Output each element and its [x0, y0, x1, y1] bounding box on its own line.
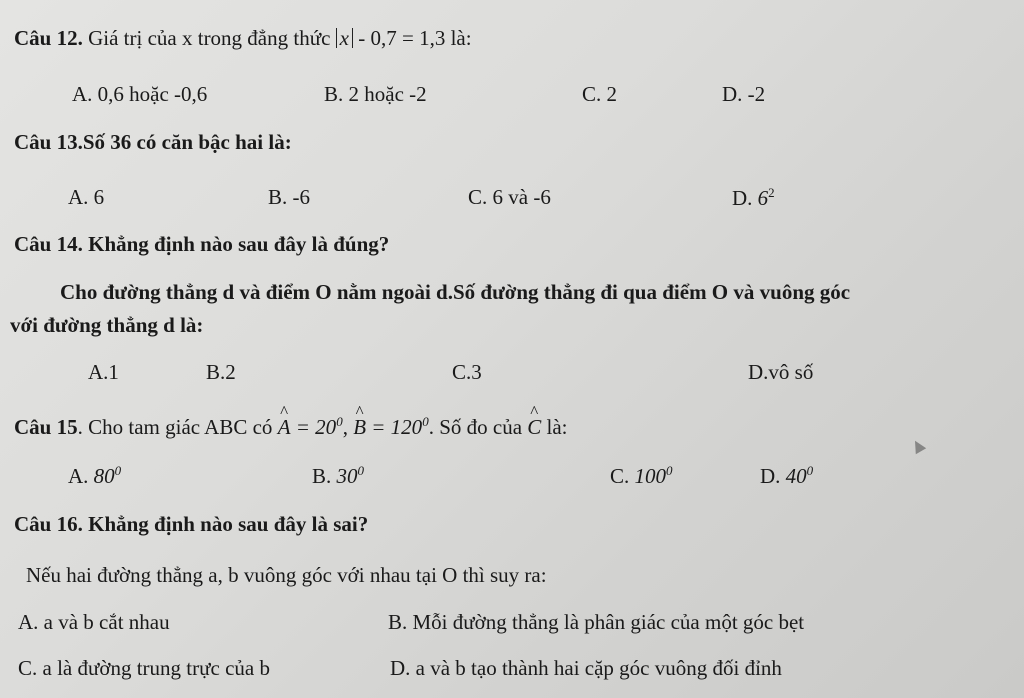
- degree-a: 0: [336, 414, 343, 429]
- q14-option-b[interactable]: B.2: [206, 360, 236, 384]
- q15-option-a-value: 80: [93, 464, 115, 488]
- question-16-text: Khẳng định nào sau đây là sai?: [88, 512, 369, 536]
- question-14-body-line1: Cho đường thẳng d và điểm O nằm ngoài d.Số đường thẳng đi qua điểm O và vuông góc: [60, 280, 851, 304]
- q15-option-d-value: 40: [785, 464, 807, 488]
- question-14-text: Khẳng định nào sau đây là đúng?: [88, 232, 390, 256]
- q13-option-d-base: 6: [757, 186, 769, 210]
- question-12-text-after: - 0,7 = 1,3 là:: [358, 26, 472, 50]
- q15-option-c-degree: 0: [666, 463, 673, 478]
- mouse-cursor-icon: [910, 438, 926, 454]
- question-13-text: .Số 36 có căn bậc hai là:: [77, 130, 292, 154]
- question-15-text-2: . Số đo của: [428, 415, 523, 439]
- angle-a-value: = 20: [290, 415, 337, 439]
- q15-option-a[interactable]: [68, 463, 121, 489]
- q15-option-b-value: 30: [336, 464, 358, 488]
- q12-option-d[interactable]: D. -2: [722, 82, 766, 106]
- question-12-text: Giá trị của x trong đẳng thức: [88, 26, 331, 50]
- q13-option-b[interactable]: B. -6: [268, 185, 310, 209]
- q15-option-d-degree: 0: [806, 463, 814, 478]
- q15-option-b[interactable]: [312, 463, 364, 489]
- question-15-text-3: là:: [541, 415, 568, 439]
- q13-option-d-prefix: D.: [732, 186, 753, 210]
- q15-option-c-prefix: C.: [610, 464, 630, 488]
- q15-option-c[interactable]: [610, 463, 673, 489]
- question-12: [14, 26, 472, 51]
- q15-option-b-prefix: B.: [312, 464, 332, 488]
- question-16-body: Nếu hai đường thẳng a, b vuông góc với nhau tại O thì suy ra:: [26, 563, 547, 587]
- angle-separator: ,: [342, 415, 354, 439]
- question-15-label: Câu 15: [14, 415, 78, 439]
- q14-option-d[interactable]: D.vô số: [748, 360, 814, 384]
- q14-option-a[interactable]: A.1: [88, 360, 119, 384]
- q12-option-c[interactable]: C. 2: [582, 82, 618, 106]
- q12-option-a[interactable]: A. 0,6 hoặc -0,6: [72, 82, 208, 106]
- abs-x: x: [336, 28, 353, 48]
- q16-option-a[interactable]: A. a và b cắt nhau: [18, 610, 170, 634]
- angle-b-value: = 120: [366, 415, 423, 439]
- question-15: [14, 414, 568, 440]
- question-13-label: Câu 13: [14, 130, 78, 154]
- question-16-label: Câu 16.: [14, 512, 83, 536]
- q14-option-c[interactable]: C.3: [452, 360, 482, 384]
- q13-option-a[interactable]: A. 6: [68, 185, 105, 209]
- angle-c: ^ C: [527, 415, 541, 440]
- q13-option-d-exp: 2: [768, 185, 775, 200]
- q15-option-a-degree: 0: [114, 463, 122, 478]
- angle-a: ^ A: [278, 415, 291, 440]
- q12-option-b[interactable]: B. 2 hoặc -2: [324, 82, 427, 106]
- question-16: [14, 512, 368, 537]
- q15-option-c-value: 100: [634, 464, 667, 488]
- q16-option-d[interactable]: D. a và b tạo thành hai cặp góc vuông đối đỉnh: [390, 656, 782, 680]
- question-14-body-line2: với đường thẳng d là:: [10, 313, 204, 337]
- question-13: [14, 130, 292, 155]
- q16-option-c[interactable]: C. a là đường trung trực của b: [18, 656, 270, 680]
- q16-option-b[interactable]: B. Mỗi đường thẳng là phân giác của một góc bẹt: [388, 610, 805, 634]
- q13-option-c[interactable]: C. 6 và -6: [468, 185, 551, 209]
- q15-option-b-degree: 0: [357, 463, 365, 478]
- question-12-label: Câu 12.: [14, 26, 83, 50]
- question-15-text-1: . Cho tam giác ABC có: [77, 415, 273, 439]
- q15-option-a-prefix: A.: [68, 464, 89, 488]
- question-14-label: Câu 14.: [14, 232, 83, 256]
- q15-option-d-prefix: D.: [760, 464, 781, 488]
- question-14: [14, 232, 389, 257]
- q13-option-d[interactable]: [732, 185, 775, 211]
- angle-b: ^ B: [353, 415, 366, 440]
- degree-b: 0: [422, 414, 429, 429]
- q15-option-d[interactable]: [760, 463, 813, 489]
